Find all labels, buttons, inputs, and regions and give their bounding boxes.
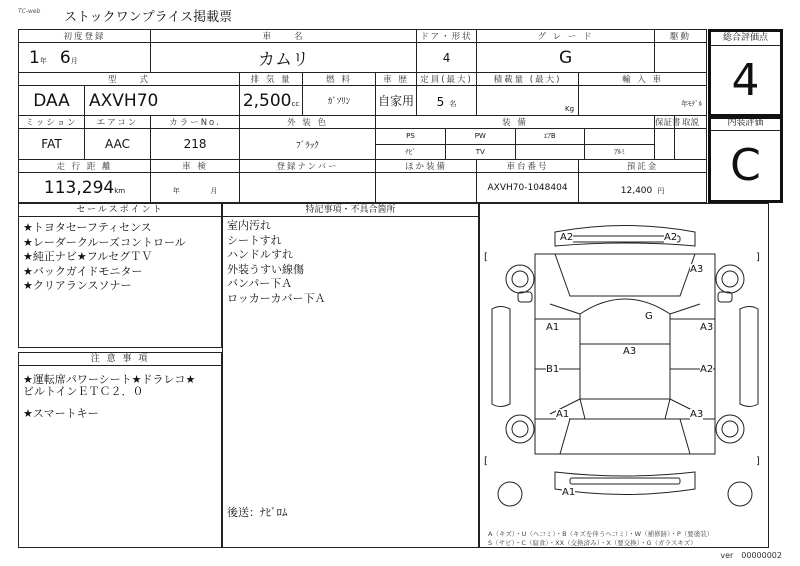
import-value: 年ﾓﾃﾞﾙ — [579, 86, 707, 116]
list-item: ハンドルすれ — [227, 248, 293, 261]
color-no-value: 218 — [151, 129, 240, 160]
grade-label: グ レ ー ド — [477, 30, 655, 43]
remarks-box — [222, 203, 479, 548]
mission-value: FAT — [19, 129, 85, 160]
notes-list — [19, 366, 221, 420]
interior-value: C — [730, 140, 761, 191]
bracket-marker: [ — [484, 456, 488, 467]
interior-evaluation — [708, 114, 783, 203]
vehicle-info-table — [18, 29, 707, 203]
equip-item — [585, 129, 655, 144]
damage-mark: A1 — [562, 487, 576, 498]
mileage-label: 走 行 距 離 — [19, 160, 151, 173]
warranty-value — [655, 129, 675, 160]
doors-value: 4 — [417, 43, 477, 73]
load-label: 積載量 (最大) — [477, 73, 579, 86]
list-item: ★運転席パワーシート★ドラレコ★ — [23, 373, 196, 386]
damage-mark: A1 — [546, 322, 560, 333]
drive-label: 駆動 — [655, 30, 707, 43]
drive-value — [655, 43, 707, 73]
overall-evaluation — [708, 29, 783, 119]
manual-value — [675, 129, 707, 160]
damage-mark: A2 — [664, 232, 678, 243]
capacity-value: 5 名 — [417, 86, 477, 116]
equipment-grid — [376, 129, 655, 160]
inspection-label: 車 検 — [151, 160, 240, 173]
list-item: ★純正ナビ★フルセグＴＶ — [23, 250, 153, 263]
bracket-marker: ] — [756, 252, 760, 263]
other-equip-value — [376, 173, 477, 203]
equip-item: ｱﾙﾐ — [614, 147, 625, 156]
price-label: 預託金 — [579, 160, 707, 173]
damage-mark: B1 — [546, 364, 560, 375]
equip-item — [515, 144, 585, 159]
car-name-label: 車 名 — [151, 30, 417, 43]
other-equip-label: ほか装備 — [376, 160, 477, 173]
notes-box — [18, 352, 222, 548]
legend-line: S（サビ）・C（腐食）・XX（交換済み）・X（要交換）・G（ガラスキズ） — [488, 539, 697, 547]
aircon-label: エアコン — [85, 116, 151, 129]
bracket-marker: ] — [756, 456, 760, 467]
list-item: ★クリアランスソナー — [23, 279, 132, 292]
warranty-label: 保証書 — [655, 116, 675, 129]
car-name-value: カムリ — [151, 43, 417, 73]
capacity-label: 定員(最大) — [417, 73, 477, 86]
equip-item: ｴｱB — [515, 129, 585, 144]
mission-label: ミッション — [19, 116, 85, 129]
model-label: 型 式 — [19, 73, 240, 86]
import-label: 輸 入 車 — [579, 73, 707, 86]
damage-mark: A3 — [700, 322, 714, 333]
damage-mark: G — [645, 311, 653, 322]
list-item: ★スマートキー — [23, 407, 99, 420]
page-title: ストックワンプライス掲載票 — [64, 10, 233, 25]
fuel-label: 燃 料 — [303, 73, 376, 86]
equip-item: TV — [446, 144, 516, 159]
model-prefix: DAA — [19, 86, 85, 116]
list-item: ★レーダークルーズコントロール — [23, 235, 186, 249]
overall-label: 総合評価点 — [711, 32, 780, 46]
aircon-value: AAC — [85, 129, 151, 160]
sales-points-box — [18, 203, 222, 348]
logo: TC-web — [18, 8, 41, 15]
remarks-list — [223, 217, 478, 306]
price-value: 12,400 円 — [579, 173, 707, 203]
list-item: シートすれ — [227, 233, 282, 247]
sales-points-list — [19, 217, 221, 294]
damage-legend — [488, 530, 713, 548]
reg-no-value — [240, 173, 376, 203]
load-value: Kg — [477, 86, 579, 116]
color-value: ﾌﾞﾗｯｸ — [240, 129, 376, 160]
overall-value: 4 — [731, 55, 760, 106]
remarks-label: 特記事項・不具合箇所 — [223, 204, 478, 217]
list-item: ★バックガイドモニター — [23, 264, 143, 278]
list-item: ロッカーカバー下Ａ — [227, 291, 326, 305]
chassis-value: AXVH70-1048404 — [477, 173, 579, 203]
displacement-label: 排 気 量 — [240, 73, 303, 86]
damage-diagram — [479, 203, 769, 548]
history-value: 自家用 — [376, 86, 417, 116]
chassis-label: 車台番号 — [477, 160, 579, 173]
mileage-value: 113,294km — [19, 173, 151, 203]
remarks-footer: 後送：ﾅﾋﾞﾛﾑ — [227, 506, 288, 519]
damage-mark: A3 — [623, 346, 637, 357]
equip-item: PW — [446, 129, 516, 144]
first-reg-label: 初度登録 — [19, 30, 151, 43]
first-reg-value: 1年 6月 — [19, 43, 151, 73]
equip-item: PS — [376, 129, 446, 144]
equipment-label: 装 備 — [376, 116, 655, 129]
version-label: ver 00000002 — [720, 551, 782, 560]
fuel-value: ｶﾞｿﾘﾝ — [303, 86, 376, 116]
car-outline-svg — [480, 204, 770, 549]
exterior-label: 外 装 色 — [240, 116, 376, 129]
bracket-marker: [ — [484, 252, 488, 263]
history-label: 車 歴 — [376, 73, 417, 86]
door-label: ドア・形状 — [417, 30, 477, 43]
damage-mark: A2 — [700, 364, 714, 375]
inspection-value: 年 月 — [151, 173, 240, 203]
notes-label: 注 意 事 項 — [19, 353, 221, 366]
list-item: 外装うすい線傷 — [227, 262, 304, 276]
grade-value: G — [477, 43, 655, 73]
displacement-value: 2,500cc — [240, 86, 303, 116]
list-item: 室内汚れ — [227, 219, 271, 232]
sales-points-label: セールスポイント — [19, 204, 221, 217]
damage-mark: A3 — [690, 264, 704, 275]
reg-no-label: 登録ナンバー — [240, 160, 376, 173]
color-no-label: カラーNo. — [151, 116, 240, 129]
damage-mark: A1 — [556, 409, 570, 420]
damage-mark: A3 — [690, 409, 704, 420]
equip-item: ﾅﾋﾞ — [376, 144, 446, 159]
manual-label: 取説 — [675, 116, 707, 129]
interior-label: 内装評価 — [711, 117, 780, 131]
list-item: ビルトインＥＴＣ２．０ — [23, 385, 144, 398]
model-value: AXVH70 — [85, 86, 240, 116]
list-item: ★トヨタセーフティセンス — [23, 221, 152, 234]
legend-line: A（キズ）・U（ヘコミ）・B（キズを伴うヘコミ）・W（補修跡）・P（要塗装） — [488, 530, 714, 538]
damage-mark: A2 — [560, 232, 574, 243]
list-item: バンパー下Ａ — [227, 277, 293, 290]
